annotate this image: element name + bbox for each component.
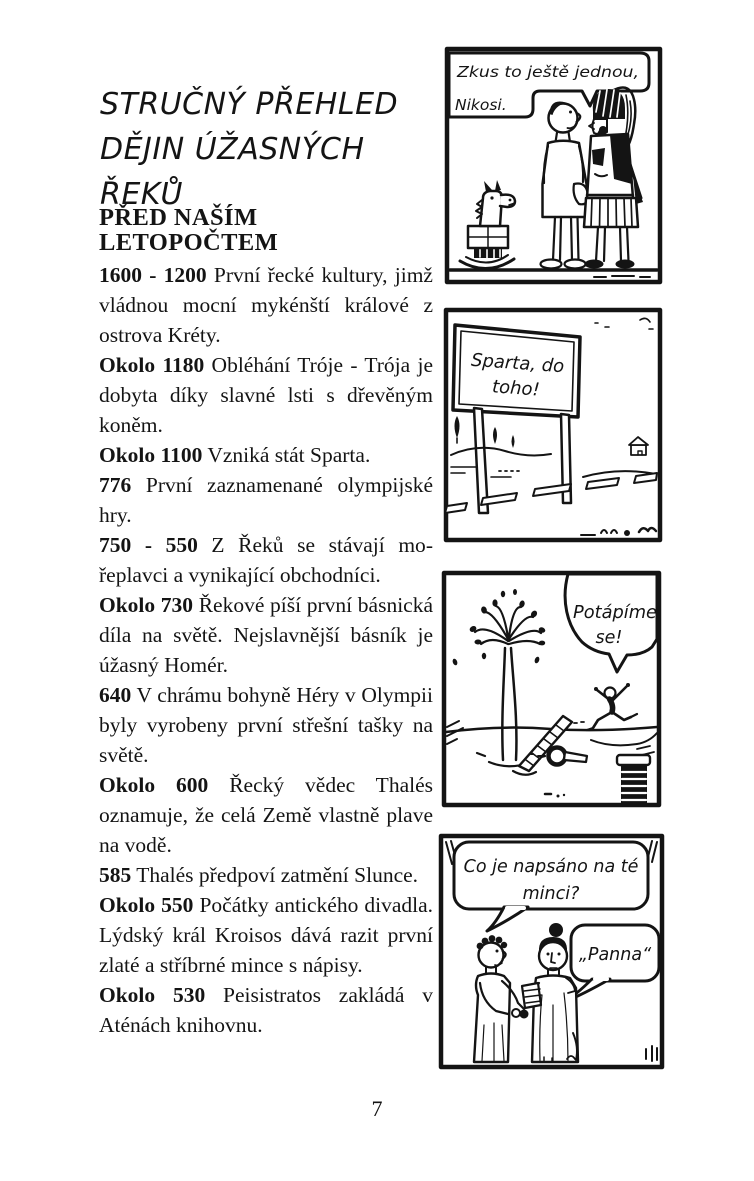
- timeline-date: 1600 - 1200: [99, 263, 207, 287]
- section-heading: [99, 206, 439, 255]
- timeline-date: Okolo 600: [99, 773, 209, 797]
- timeline-entry: Okolo 600 Řecký vědec Thalés oznamuje, že celá Země vlastně plave na vodě.: [99, 773, 433, 857]
- timeline-entry: Okolo 730 Řekové píší první básnická díla na světě. Nejslavnější básník je úžasný Homér.: [99, 593, 434, 677]
- bubble-text-line-2: se!: [595, 628, 623, 648]
- bubble-text-line-1: Zkus to ještě jednou,: [455, 63, 639, 81]
- timeline: [99, 260, 433, 1040]
- timeline-date: 750 - 550: [99, 533, 198, 557]
- comic-panel-1: [444, 46, 663, 285]
- timeline-entry: Okolo 1100 Vzniká stát Sparta.: [99, 443, 371, 467]
- title-line-2: DĚJIN ÚŽASNÝCH: [100, 132, 365, 167]
- timeline-date: Okolo 530: [99, 983, 206, 1007]
- bubble1-text-line-1: Co je napsáno na té: [463, 857, 639, 877]
- timeline-date: Okolo 550: [99, 893, 194, 917]
- timeline-date: 776: [99, 473, 132, 497]
- bubble1-text-line-2: minci?: [522, 884, 580, 904]
- comic-panel-2: [443, 307, 663, 543]
- stone-column: [617, 755, 650, 805]
- heading-line-1: PŘED NAŠÍM: [99, 204, 258, 231]
- timeline-entry: Okolo 550 Počátky antického divadla. Lýdský král Kroisos dává razit první zlaté a stříbrné mince s nápisy.: [99, 893, 434, 977]
- timeline-entry: Okolo 1180 Obléhání Tróje - Trója je dobyta díky slavné lsti s dřevěným koněm.: [99, 353, 433, 437]
- timeline-entry: 640 V chrámu bohyně Héry v Olympii byly vyrobeny první střešní tašky na světě.: [99, 683, 433, 767]
- bubble-text-line-1: Potápíme: [573, 603, 657, 623]
- timeline-date: Okolo 1180: [99, 353, 205, 377]
- bubble-text-line-2: Nikosi.: [455, 96, 507, 114]
- title-line-1: STRUČNÝ PŘEHLED: [100, 87, 399, 122]
- timeline-entry: 585 Thalés předpoví zatmění Slunce.: [99, 863, 419, 887]
- timeline-date: 640: [99, 683, 132, 707]
- bubble2-text: „Panna“: [578, 945, 652, 965]
- hair-bun: [549, 923, 563, 937]
- page-title: [100, 82, 440, 217]
- timeline-date: Okolo 730: [99, 593, 194, 617]
- coin: [520, 1010, 529, 1019]
- sign-text-line-2: toho!: [491, 376, 541, 401]
- timeline-entry: Okolo 530 Peisistratos zakládá v Aténách knihovnu.: [99, 983, 433, 1037]
- title-line-3: ŘEKŮ: [100, 177, 183, 212]
- page-number: 7: [371, 1096, 383, 1121]
- heading-line-2: LETOPOČTEM: [99, 228, 279, 256]
- timeline-entry: 750 - 550 Z Řeků se stávají mořeplavci a vynikající obchodníci.: [99, 533, 433, 587]
- comic-panel-4: [438, 833, 665, 1070]
- timeline-date: 585: [99, 863, 132, 887]
- comic-panel-3: [441, 570, 662, 808]
- timeline-entry: 776 První zaznamenané olympijské hry.: [99, 473, 433, 527]
- timeline-entry: 1600 - 1200 První řecké kultury, jimž vládnou mocní mykénští králové z ostrova Kréty.: [99, 263, 433, 347]
- sign-text-line-1: Sparta, do: [470, 349, 565, 378]
- timeline-date: Okolo 1100: [99, 443, 203, 467]
